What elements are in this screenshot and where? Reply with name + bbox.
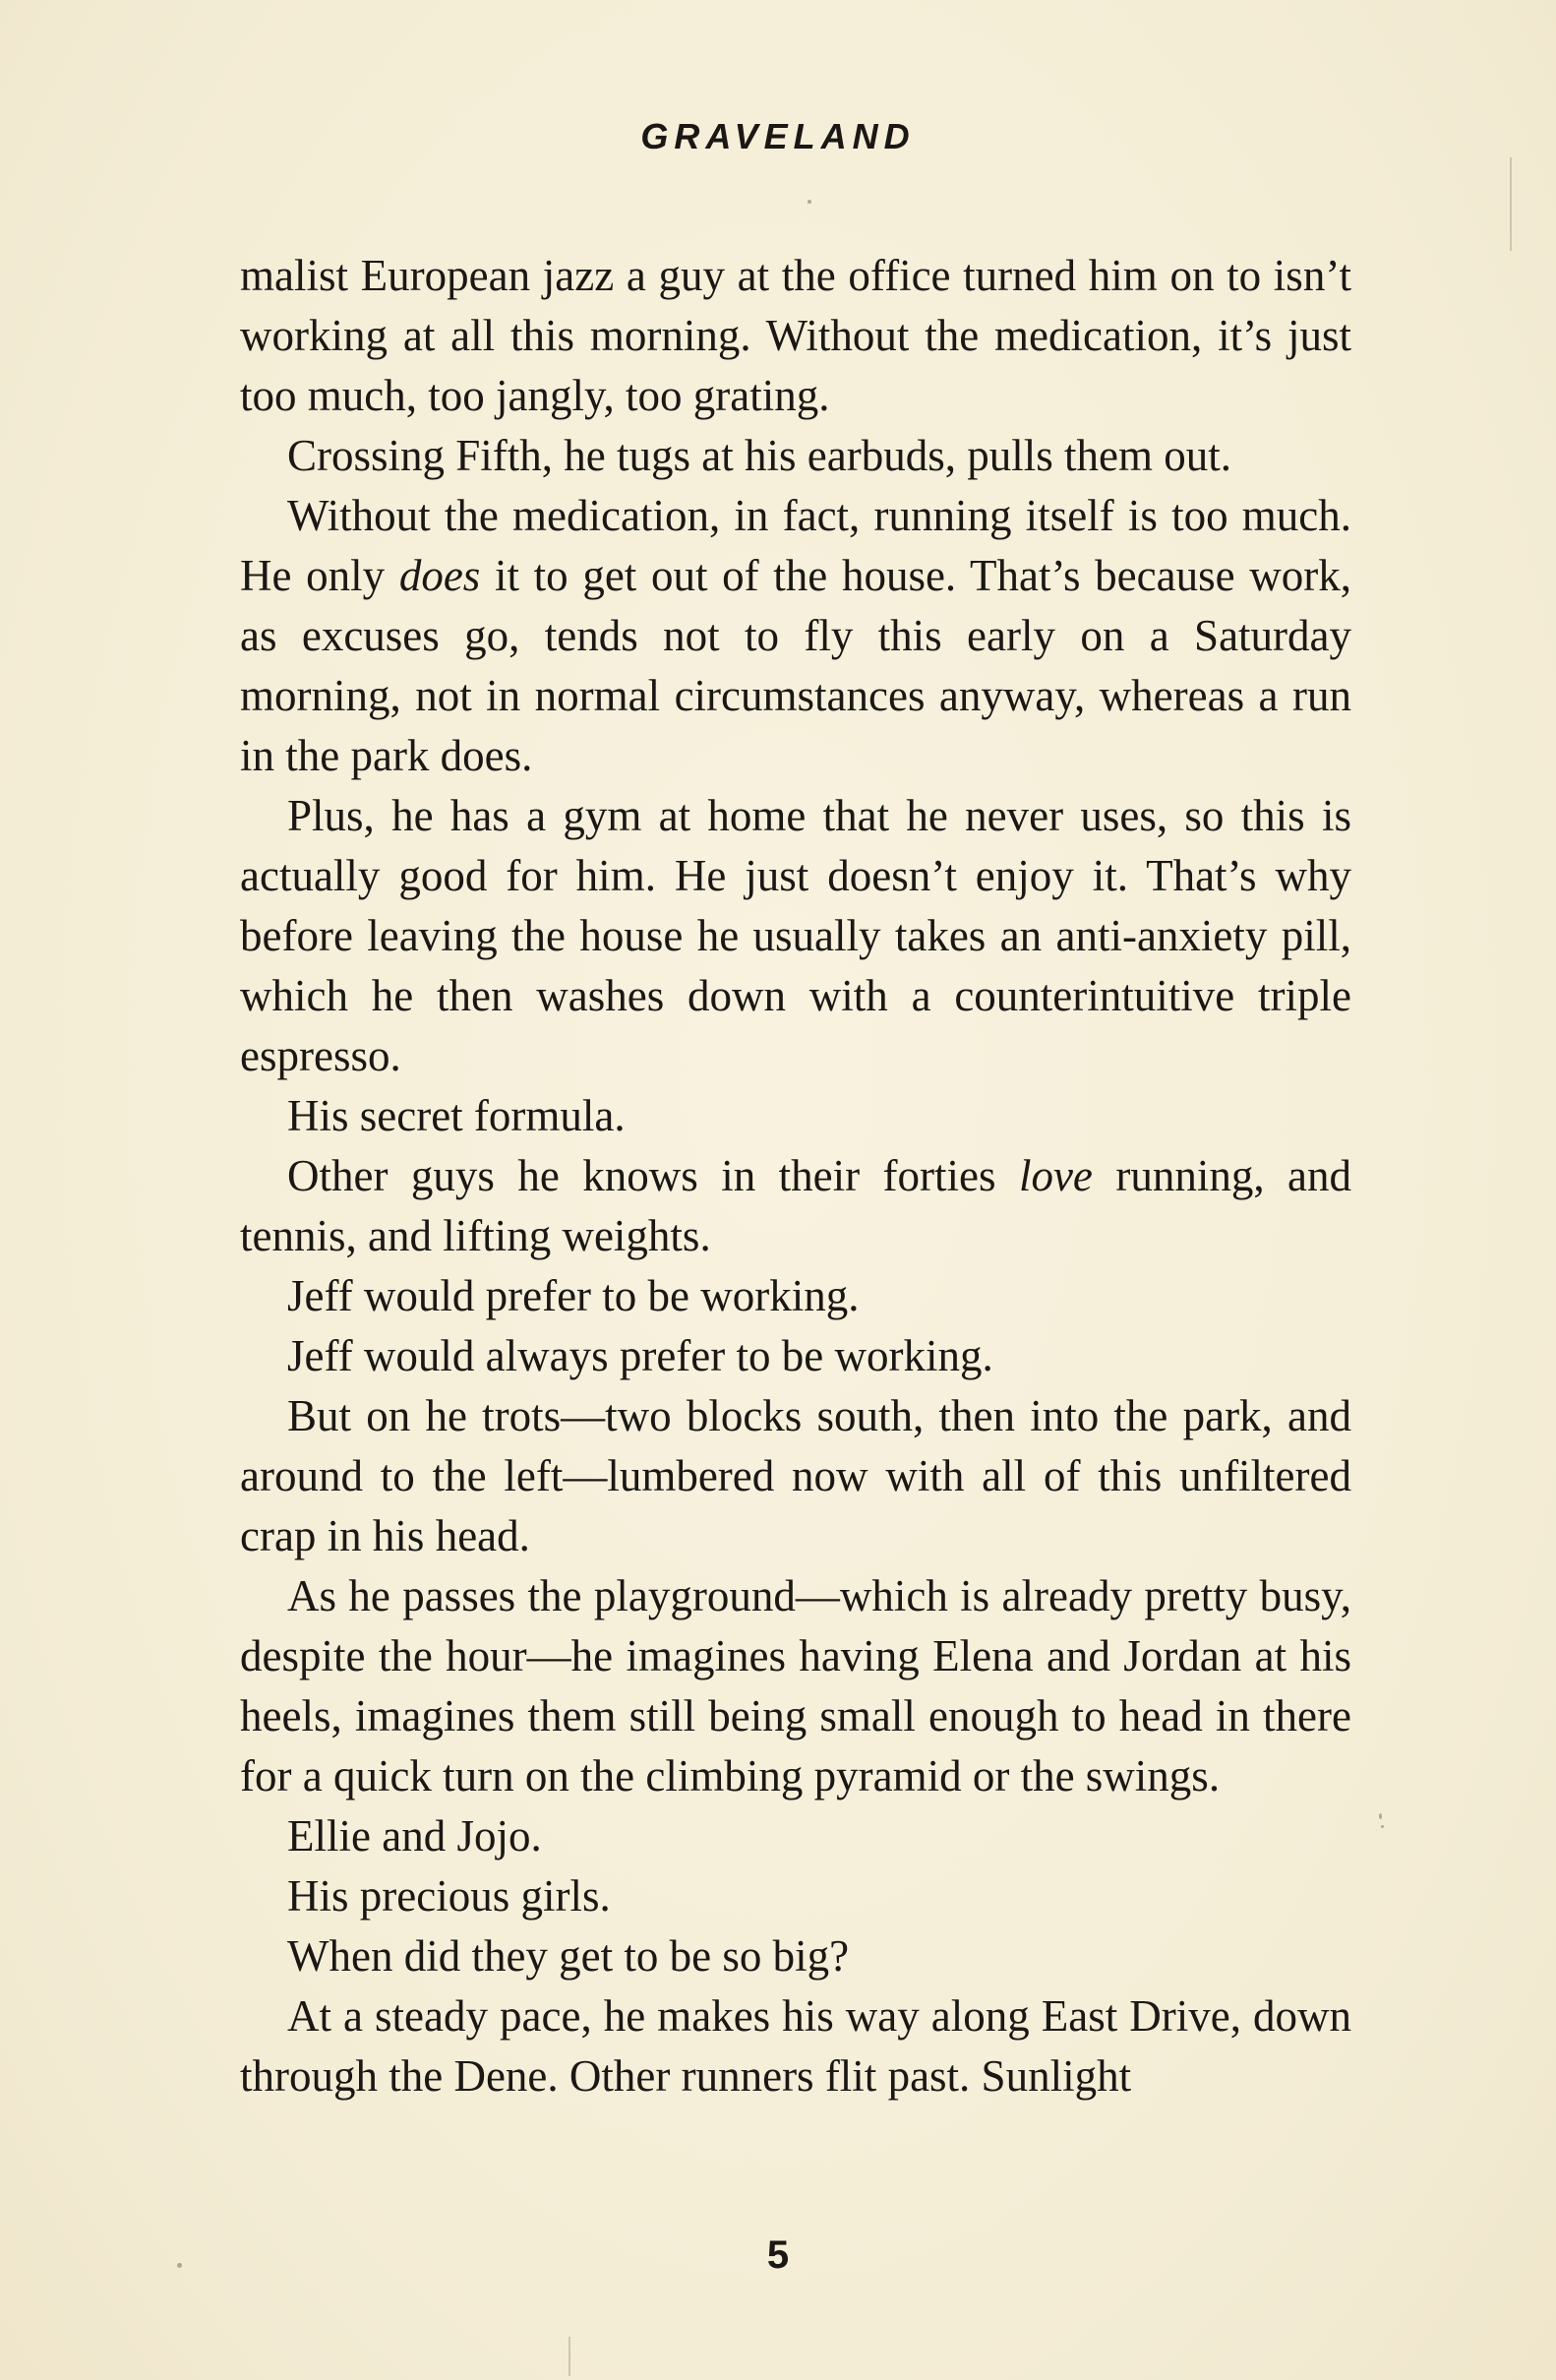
paragraph-text: Other guys he knows in their forties xyxy=(287,1151,1019,1200)
paragraph xyxy=(240,1986,1351,2106)
paragraph-text: As he passes the playground—which is already pretty busy, despite the hour—he imagines having Elena and Jordan at his heels, imagines them still being small enough to head in there for a quick turn on the climbing pyramid or the swings. xyxy=(240,1571,1351,1800)
paragraph xyxy=(240,1566,1351,1806)
paragraph xyxy=(240,786,1351,1086)
paragraph xyxy=(240,1326,1351,1386)
running-head: GRAVELAND xyxy=(640,116,916,156)
paragraph xyxy=(240,1266,1351,1326)
paragraph-text: His secret formula. xyxy=(287,1091,626,1140)
body-text xyxy=(240,246,1351,2106)
emphasis-text: does xyxy=(398,551,481,600)
paragraph xyxy=(240,1386,1351,1566)
paragraph-text: When did they get to be so big? xyxy=(287,1931,850,1981)
paragraph-text: His precious girls. xyxy=(287,1871,611,1921)
paragraph-text: Crossing Fifth, he tugs at his earbuds, pulls them out. xyxy=(287,431,1231,480)
page-number: 5 xyxy=(766,2233,790,2277)
paragraph-text: Ellie and Jojo. xyxy=(287,1811,542,1861)
paragraph xyxy=(240,246,1351,426)
emphasis-text: love xyxy=(1018,1151,1093,1200)
paragraph xyxy=(240,1086,1351,1146)
scan-speck xyxy=(808,200,811,204)
paragraph-text: running, and tennis, and lifting weights. xyxy=(240,1151,1351,1260)
paragraph-text: But on he trots—two blocks south, then into the park, and around to the left—lumbered now with all of this unfiltered crap in his head. xyxy=(240,1391,1351,1560)
scan-speck xyxy=(177,2263,182,2268)
paragraph xyxy=(240,1866,1351,1926)
paragraph-text: malist European jazz a guy at the office turned him on to isn’t working at all this morning. Without the medication, it’s just too much, too jangly, too grating. xyxy=(240,251,1351,420)
paragraph-text: Jeff would prefer to be working. xyxy=(287,1271,860,1320)
paragraph xyxy=(240,1806,1351,1866)
paragraph xyxy=(240,426,1351,486)
paragraph-text: At a steady pace, he makes his way along East Drive, down through the Dene. Other runners flit past. Sunlight xyxy=(240,1991,1351,2101)
paragraph-text: Plus, he has a gym at home that he never uses, so this is actually good for him. He just doesn’t enjoy it. That’s why before leaving the house he usually takes an anti-anxiety pill, which he then washes down with a counterintuitive triple espresso. xyxy=(240,791,1351,1080)
paragraph xyxy=(240,486,1351,786)
paragraph xyxy=(240,1926,1351,1986)
scan-edge-mark xyxy=(1510,157,1512,251)
scan-edge-mark xyxy=(569,2337,570,2376)
scan-speck xyxy=(1379,1813,1382,1819)
paragraph xyxy=(240,1146,1351,1266)
scan-speck xyxy=(1381,1825,1384,1828)
paragraph-text: Without the medication, in fact, running itself is too much. He only xyxy=(240,491,1351,600)
paragraph-text: Jeff would always prefer to be working. xyxy=(287,1331,993,1380)
paragraph-text: it to get out of the house. That’s because work, as excuses go, tends not to fly this early on a Saturday morning, not in normal circumstances anyway, whereas a run in the park does. xyxy=(240,551,1351,780)
